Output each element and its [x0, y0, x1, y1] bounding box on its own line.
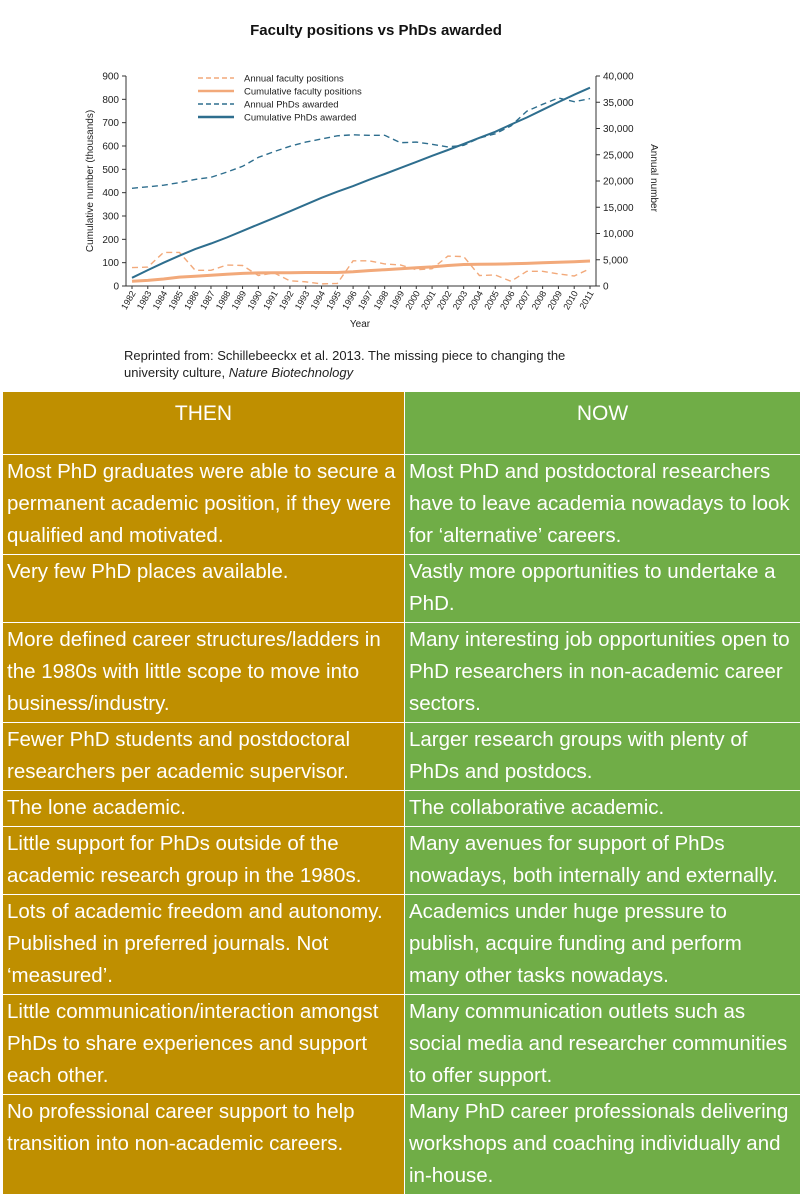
- now-cell: Many PhD career professionals delivering workshops and coaching individually and in-house.: [405, 1095, 801, 1195]
- x-tick-label: 1987: [198, 289, 217, 312]
- x-tick-label: 2001: [419, 289, 438, 312]
- x-tick-label: 1988: [213, 289, 233, 312]
- y-tick-label-left: 200: [102, 234, 119, 246]
- x-tick-label: 1989: [229, 289, 249, 312]
- y-tick-label-right: 5,000: [603, 255, 629, 267]
- y-tick-label-left: 700: [102, 118, 119, 130]
- chart-title: Faculty positions vs PhDs awarded: [250, 22, 502, 39]
- chart-area: [0, 0, 802, 390]
- y-tick-label-right: 0: [603, 281, 609, 293]
- x-tick-label: 2002: [434, 289, 454, 312]
- table-row: [3, 723, 801, 791]
- legend-label-3: Cumulative PhDs awarded: [244, 112, 357, 124]
- x-tick-label: 2004: [466, 289, 486, 312]
- then-cell: Very few PhD places available.: [3, 555, 405, 623]
- now-cell: Most PhD and postdoctoral researchers have to leave academia nowadays to look for ‘alternative’ careers.: [405, 455, 801, 555]
- x-axis-label: Year: [349, 319, 371, 330]
- x-tick-label: 2008: [529, 289, 549, 312]
- x-tick-label: 1994: [308, 289, 328, 312]
- y-tick-label-left: 0: [113, 281, 119, 293]
- y-tick-label-right: 30,000: [603, 124, 634, 135]
- x-tick-label: 1982: [119, 289, 138, 312]
- then-cell: Lots of academic freedom and autonomy. Published in preferred journals. Not ‘measured’.: [3, 895, 405, 995]
- x-tick-label: 1997: [355, 289, 375, 312]
- x-tick-label: 1985: [166, 289, 186, 312]
- x-tick-label: 1991: [261, 289, 280, 312]
- x-tick-label: 1990: [245, 289, 265, 312]
- x-tick-label: 1984: [150, 289, 170, 312]
- x-tick-label: 1999: [387, 289, 407, 312]
- table-row: [3, 623, 801, 723]
- then-cell: The lone academic.: [3, 791, 405, 827]
- now-header: NOW: [405, 392, 801, 455]
- series-line-2: [132, 98, 590, 188]
- legend-label-1: Cumulative faculty positions: [244, 86, 362, 98]
- y-tick-label-right: 40,000: [603, 71, 634, 83]
- x-tick-label: 2006: [498, 289, 517, 312]
- x-tick-label: 1986: [182, 289, 201, 312]
- series-line-0: [132, 252, 590, 284]
- caption-line-2: [124, 364, 565, 381]
- table-header-row: [3, 392, 801, 455]
- y-axis-label-left: Cumulative number (thousands): [85, 109, 96, 253]
- table-row: [3, 827, 801, 895]
- caption-journal: Nature Biotechnology: [228, 365, 354, 380]
- table-row: [3, 455, 801, 555]
- caption-prefix: university culture,: [124, 365, 229, 380]
- now-cell: Larger research groups with plenty of PhDs and postdocs.: [405, 723, 801, 791]
- now-cell: Vastly more opportunities to undertake a PhD.: [405, 555, 801, 623]
- x-tick-label: 1995: [324, 289, 344, 312]
- y-tick-label-left: 400: [102, 188, 119, 200]
- now-cell: Many communication outlets such as social media and researcher communities to offer support.: [405, 995, 801, 1095]
- now-cell: Many interesting job opportunities open to PhD researchers in non-academic career sectors.: [405, 623, 801, 723]
- legend-label-0: Annual faculty positions: [244, 73, 344, 85]
- then-cell: No professional career support to help transition into non-academic careers.: [3, 1095, 405, 1195]
- then-cell: Fewer PhD students and postdoctoral researchers per academic supervisor.: [3, 723, 405, 791]
- y-axis-label-right: Annual number: [648, 144, 659, 212]
- y-tick-label-left: 100: [102, 258, 119, 270]
- x-tick-label: 1998: [371, 289, 391, 312]
- x-tick-label: 2005: [482, 289, 501, 312]
- then-header: THEN: [3, 392, 405, 455]
- now-cell: The collaborative academic.: [405, 791, 801, 827]
- table-row: [3, 895, 801, 995]
- then-cell: Little communication/interaction amongst PhDs to share experiences and support each other.: [3, 995, 405, 1095]
- y-tick-label-left: 800: [102, 94, 119, 106]
- then-cell: Little support for PhDs outside of the academic research group in the 1980s.: [3, 827, 405, 895]
- x-tick-label: 2003: [450, 289, 470, 312]
- x-tick-label: 1983: [134, 289, 154, 312]
- table-row: [3, 555, 801, 623]
- y-tick-label-right: 20,000: [603, 176, 634, 188]
- x-tick-label: 1996: [340, 289, 359, 312]
- y-tick-label-right: 15,000: [603, 202, 634, 214]
- y-tick-label-right: 10,000: [603, 229, 634, 240]
- then-cell: More defined career structures/ladders in the 1980s with little scope to move into business/industry.: [3, 623, 405, 723]
- y-tick-label-right: 35,000: [603, 97, 634, 109]
- x-tick-label: 2010: [561, 289, 580, 312]
- y-tick-label-right: 25,000: [603, 150, 634, 162]
- now-cell: Many avenues for support of PhDs nowadays, both internally and externally.: [405, 827, 801, 895]
- x-tick-label: 2000: [403, 289, 423, 312]
- x-tick-label: 1993: [292, 289, 312, 312]
- table-row: [3, 995, 801, 1095]
- x-tick-label: 1992: [276, 289, 296, 312]
- x-tick-label: 2011: [577, 289, 596, 311]
- x-tick-label: 2009: [545, 289, 565, 312]
- y-tick-label-left: 600: [102, 141, 119, 153]
- line-chart: [0, 0, 802, 345]
- series-line-1: [132, 261, 590, 281]
- x-tick-label: 2007: [513, 289, 533, 312]
- caption-line-1: Reprinted from: Schillebeeckx et al. 2013. The missing piece to changing the: [124, 348, 566, 363]
- legend-label-2: Annual PhDs awarded: [244, 99, 339, 111]
- y-tick-label-left: 300: [102, 211, 119, 223]
- table-row: [3, 1095, 801, 1195]
- then-cell: Most PhD graduates were able to secure a permanent academic position, if they were qualified and motivated.: [3, 455, 405, 555]
- now-cell: Academics under huge pressure to publish, acquire funding and perform many other tasks nowadays.: [405, 895, 801, 995]
- y-tick-label-left: 500: [102, 164, 119, 176]
- table-row: [3, 791, 801, 827]
- y-tick-label-left: 900: [102, 71, 119, 83]
- chart-caption: [124, 347, 565, 381]
- then-now-table: [2, 391, 801, 1195]
